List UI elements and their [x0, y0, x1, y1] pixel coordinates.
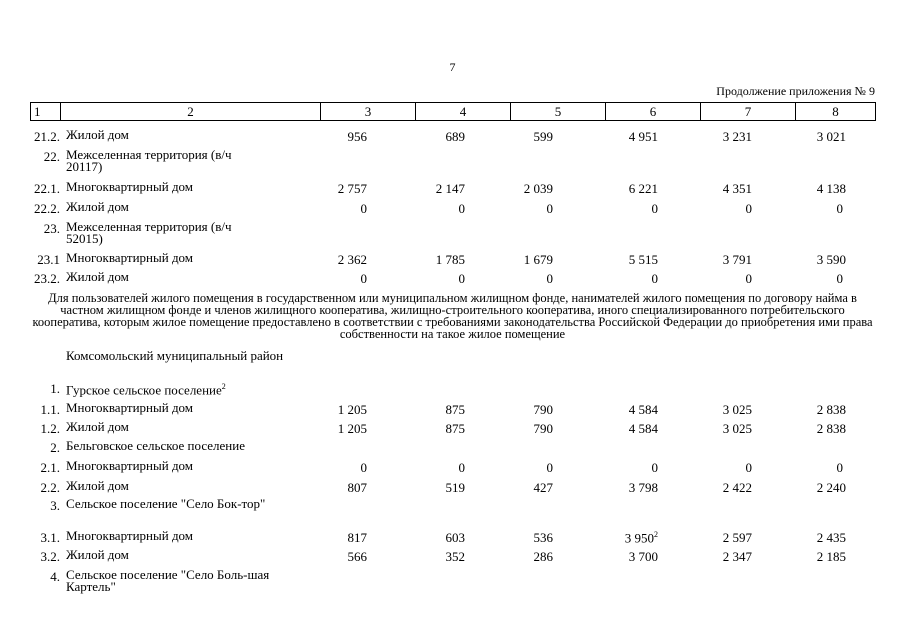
cell-col-7: 4 351: [722, 181, 752, 196]
row-name: Жилой дом: [66, 547, 129, 562]
cell-col-7: 3 025: [722, 421, 752, 436]
cell-col-3: 2 757: [337, 181, 367, 196]
cell-col-7: 2 597: [722, 530, 752, 545]
cell-col-5: 1 679: [523, 252, 553, 267]
header-col-2: 2: [61, 103, 321, 121]
cell-col-3: 817: [347, 530, 367, 545]
row-name: Сельское поселение "Село Боль-шая Картель": [66, 567, 270, 594]
cell-col-5: 790: [533, 402, 553, 417]
row-name: Многоквартирный дом: [66, 179, 194, 194]
row-number: 3.: [50, 498, 60, 513]
row-number: 3.2.: [40, 549, 60, 564]
cell-col-8: 4 138: [816, 181, 846, 196]
header-col-6: 6: [606, 103, 701, 121]
cell-col-6: 3 700: [628, 549, 658, 564]
row-number: 3.1.: [40, 530, 60, 545]
continuation-caption: Продолжение приложения № 9: [716, 84, 875, 98]
cell-col-3: 566: [347, 549, 367, 564]
cell-col-8: 0: [836, 201, 843, 216]
row-name: Многоквартирный дом: [66, 400, 194, 415]
cell-col-7: 0: [745, 201, 752, 216]
row-number: 22.2.: [34, 201, 60, 216]
cell-col-8: 2 240: [816, 480, 846, 495]
cell-col-7: 0: [745, 460, 752, 475]
page-number: 7: [449, 60, 456, 74]
row-number: 23.2.: [34, 271, 60, 286]
row-name: Жилой дом: [66, 269, 129, 284]
cell-col-8: 2 838: [816, 402, 846, 417]
header-col-5: 5: [511, 103, 606, 121]
cell-col-5: 286: [533, 549, 553, 564]
cell-col-3: 1 205: [337, 402, 367, 417]
footnote-mark: 2: [221, 382, 226, 391]
cell-col-6: 0: [651, 271, 658, 286]
row-name: Жилой дом: [66, 127, 129, 142]
cell-col-8: 3 021: [816, 129, 846, 144]
row-name: Жилой дом: [66, 478, 129, 493]
row-name: Жилой дом: [66, 419, 129, 434]
cell-col-5: 0: [546, 460, 553, 475]
cell-col-4: 0: [458, 271, 465, 286]
row-name: Гурское сельское поселение: [66, 382, 222, 398]
cell-col-5: 0: [546, 271, 553, 286]
cell-col-8: 2 185: [816, 549, 846, 564]
row-name: Сельское поселение "Село Бок-тор": [66, 496, 266, 511]
row-name: Жилой дом: [66, 199, 129, 214]
cell-col-6: 4 584: [628, 421, 658, 436]
cell-col-8: 3 590: [816, 252, 846, 267]
footnote-mark: 2: [654, 530, 658, 539]
cell-col-7: 3 791: [722, 252, 752, 267]
cell-col-3: 0: [360, 201, 367, 216]
cell-col-4: 603: [445, 530, 465, 545]
cell-col-7: 2 347: [722, 549, 752, 564]
cell-col-3: 2 362: [337, 252, 367, 267]
section-description: Для пользователей жилого помещения в государственном или муниципальном жилищном фонде, нанимателей жилого помещения по договору найма в частном жилищном фонде и членов жилищного кооператива, жилищно-строительного кооператива, иного специализированного потребительского кооператива, которым жилое помещение предоставлено в соответствии с требованиями законодательства Российской Федерации до приобретения ими права собственности на такое жилое помещение: [32, 291, 873, 341]
cell-col-3: 0: [360, 271, 367, 286]
row-number: 1.2.: [40, 421, 60, 436]
cell-col-3: 0: [360, 460, 367, 475]
cell-col-4: 689: [445, 129, 465, 144]
row-name: Межселенная территория (в/ч 52015): [66, 219, 232, 246]
row-number: 22.1.: [34, 181, 60, 196]
cell-col-5: 427: [533, 480, 553, 495]
header-col-7: 7: [701, 103, 796, 121]
row-number: 21.2.: [34, 129, 60, 144]
row-number: 22.: [43, 149, 60, 164]
cell-col-4: 0: [458, 201, 465, 216]
row-number: 2.2.: [40, 480, 60, 495]
row-number: 2.1.: [40, 460, 60, 475]
cell-col-3: 1 205: [337, 421, 367, 436]
cell-col-7: 3 231: [722, 129, 752, 144]
cell-col-6: 5 515: [628, 252, 658, 267]
cell-col-6: 4 951: [628, 129, 658, 144]
cell-col-4: 1 785: [435, 252, 465, 267]
row-name: Многоквартирный дом: [66, 528, 194, 543]
row-number: 1.1.: [40, 402, 60, 417]
row-name: Бельговское сельское поселение: [66, 438, 245, 453]
cell-col-7: 0: [745, 271, 752, 286]
cell-col-8: 2 838: [816, 421, 846, 436]
cell-col-6-wrap: [570, 530, 658, 546]
row-number: 2.: [50, 440, 60, 455]
cell-col-5: 2 039: [523, 181, 553, 196]
cell-col-6: 3 798: [628, 480, 658, 495]
row-name-wrap: [66, 381, 281, 396]
header-col-1: 1: [31, 103, 61, 121]
cell-col-6: 0: [651, 201, 658, 216]
row-number: 23.: [43, 221, 60, 236]
row-number: 23.1: [37, 252, 60, 267]
cell-col-6: 3 950: [624, 530, 654, 546]
cell-col-4: 875: [445, 402, 465, 417]
cell-col-4: 352: [445, 549, 465, 564]
row-number: 4.: [50, 569, 60, 584]
cell-col-6: 0: [651, 460, 658, 475]
cell-col-6: 6 221: [628, 181, 658, 196]
row-number: 1.: [50, 381, 60, 396]
cell-col-3: 807: [347, 480, 367, 495]
cell-col-7: 3 025: [722, 402, 752, 417]
cell-col-4: 2 147: [435, 181, 465, 196]
header-col-3: 3: [321, 103, 416, 121]
cell-col-4: 0: [458, 460, 465, 475]
cell-col-5: 0: [546, 201, 553, 216]
cell-col-4: 875: [445, 421, 465, 436]
header-col-8: 8: [796, 103, 876, 121]
row-name: Межселенная территория (в/ч 20117): [66, 147, 232, 174]
row-name: Многоквартирный дом: [66, 250, 194, 265]
cell-col-7: 2 422: [722, 480, 752, 495]
cell-col-5: 790: [533, 421, 553, 436]
cell-col-5: 536: [533, 530, 553, 545]
header-col-4: 4: [416, 103, 511, 121]
cell-col-3: 956: [347, 129, 367, 144]
cell-col-8: 2 435: [816, 530, 846, 545]
row-name: Многоквартирный дом: [66, 458, 194, 473]
district-name: Комсомольский муниципальный район: [66, 348, 284, 363]
cell-col-4: 519: [445, 480, 465, 495]
cell-col-8: 0: [836, 271, 843, 286]
column-number-header: [30, 102, 876, 121]
cell-col-5: 599: [533, 129, 553, 144]
cell-col-8: 0: [836, 460, 843, 475]
cell-col-6: 4 584: [628, 402, 658, 417]
